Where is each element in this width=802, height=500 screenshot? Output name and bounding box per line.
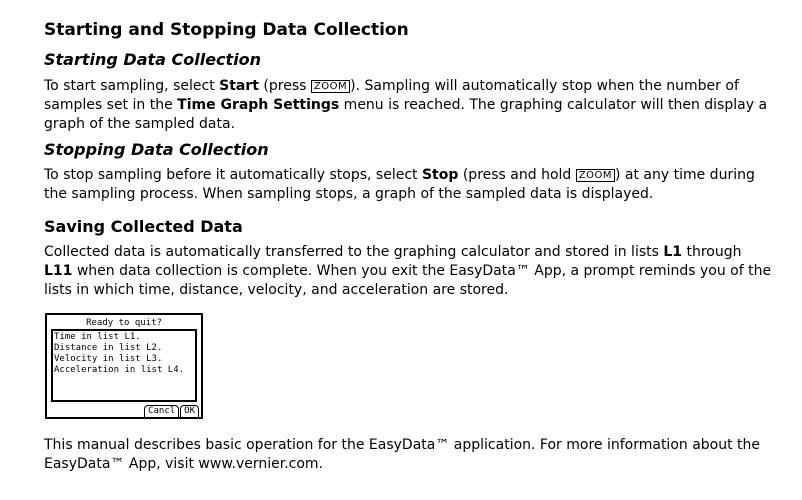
list-l1: L1: [663, 244, 683, 260]
start-term: Start: [219, 78, 259, 94]
starting-heading: Starting Data Collection: [44, 50, 262, 69]
list-line: Velocity in list L3.: [54, 354, 163, 364]
saving-heading: Saving Collected Data: [44, 217, 243, 236]
zoom-key: ZOOM: [576, 169, 615, 182]
text: ) at any time during the sampling process. When sampling stops, a graph of the sampled data is displayed.: [44, 167, 755, 202]
list-l11: L11: [44, 263, 73, 279]
cancel-softkey[interactable]: Cancl: [144, 405, 179, 417]
list-line: Acceleration in list L4.: [54, 365, 185, 375]
text: menu is reached. The graphing calculator will then display a graph of the sampled data.: [44, 97, 768, 132]
stop-term: Stop: [421, 167, 459, 183]
stopping-paragraph: [44, 166, 774, 204]
text: when data collection is complete. When you exit the EasyData™ App, a prompt reminds you of the lists in which time, distance, velocity, and acceleration are stored.: [44, 263, 772, 298]
ok-softkey[interactable]: OK: [180, 405, 199, 417]
text: ). Sampling will automatically stop when the number of samples set in the: [44, 78, 739, 113]
starting-paragraph: [44, 77, 774, 134]
saving-paragraph: [44, 243, 774, 300]
text: through: [682, 244, 742, 260]
text: (press and hold: [458, 167, 576, 183]
text: (press: [258, 78, 311, 94]
time-graph-settings-term: Time Graph Settings: [177, 97, 340, 113]
stopping-heading: Stopping Data Collection: [44, 140, 269, 159]
text: To start sampling, select: [44, 78, 220, 94]
text: Collected data is automatically transferred to the graphing calculator and stored in lists: [44, 244, 664, 260]
list-line: Time in list L1.: [54, 332, 141, 342]
page-heading: Starting and Stopping Data Collection: [44, 20, 409, 40]
quit-prompt-title: Ready to quit?: [86, 318, 162, 328]
text: To stop sampling before it automatically stops, select: [44, 167, 422, 183]
quit-prompt-box: [51, 329, 197, 402]
zoom-key: ZOOM: [311, 80, 350, 93]
footer-paragraph: This manual describes basic operation for the EasyData™ application. For more information about the EasyData™ App, visit www.vernier.com.: [44, 437, 761, 472]
list-line: Distance in list L2.: [54, 343, 163, 353]
softkey-bar: [143, 405, 199, 417]
calculator-screen: [45, 313, 203, 419]
